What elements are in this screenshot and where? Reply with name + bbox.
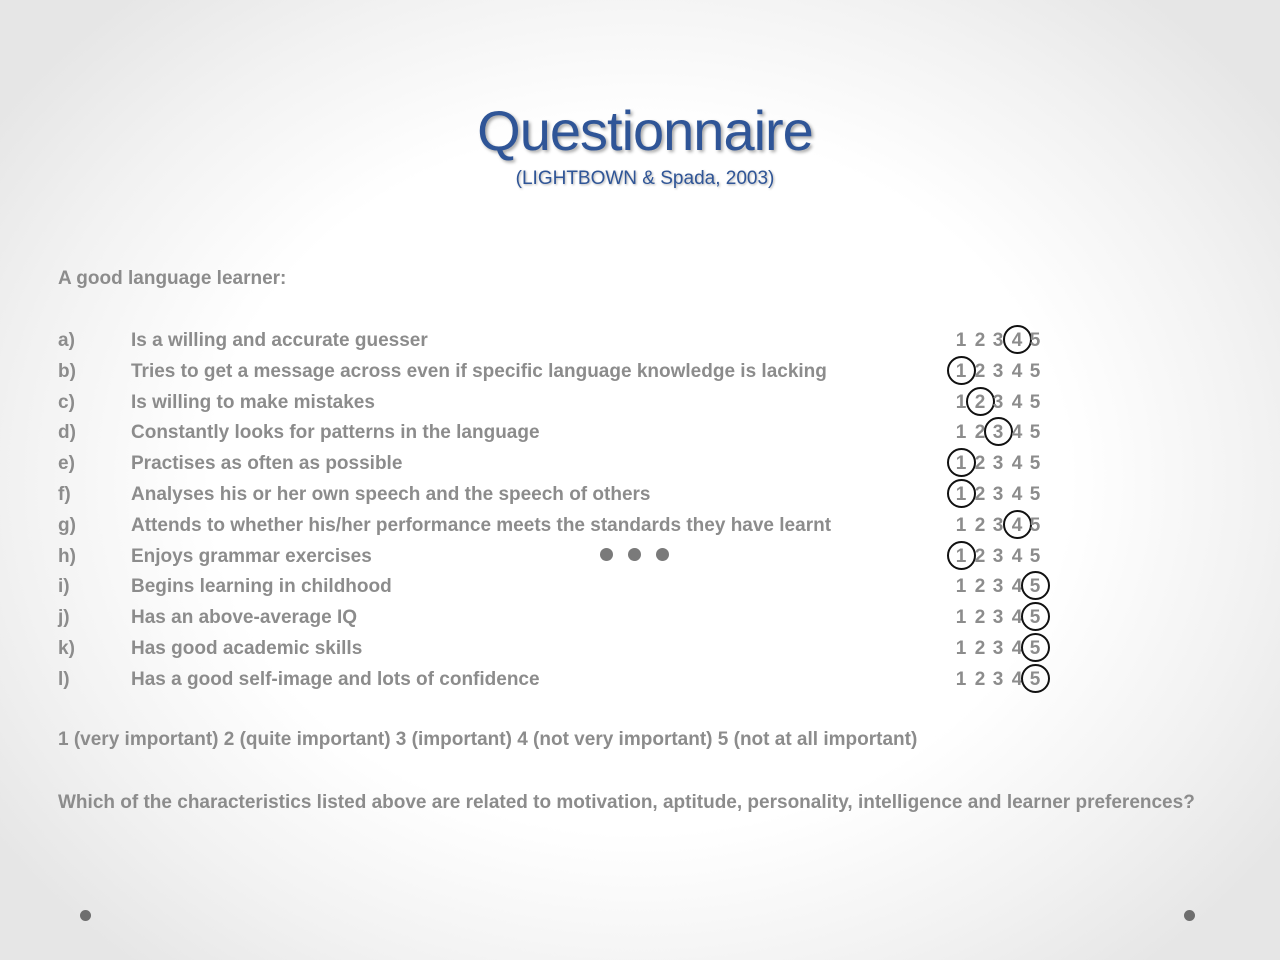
rating-4: 4	[1011, 484, 1023, 505]
rating-2: 2	[974, 607, 986, 629]
rating-1: 1	[955, 576, 967, 598]
rating-circled-5: 5	[1029, 668, 1041, 690]
rating-scale	[955, 546, 1055, 572]
rating-3: 3	[992, 453, 1004, 475]
rating-scale	[955, 576, 1055, 602]
rating-4: 4	[1011, 453, 1023, 475]
list-item	[58, 576, 1058, 607]
list-item	[58, 638, 1058, 669]
rating-3: 3	[992, 607, 1004, 629]
rating-5: 5	[1029, 391, 1041, 413]
list-item	[58, 669, 1058, 700]
list-item	[58, 607, 1058, 638]
rating-2: 2	[974, 514, 986, 536]
item-text: Has an above-average IQ	[131, 607, 357, 629]
scale-legend: 1 (very important) 2 (quite important) 3 (important) 4 (not very important) 5 (not at all important)	[58, 729, 918, 750]
rating-circled-5: 5	[1029, 607, 1041, 629]
rating-5: 5	[1029, 484, 1041, 505]
item-text: Tries to get a message across even if specific language knowledge is lacking	[131, 360, 827, 382]
item-text: Has good academic skills	[131, 638, 363, 659]
rating-1: 1	[955, 422, 967, 444]
item-letter: c)	[58, 391, 75, 413]
rating-scale	[955, 330, 1055, 356]
slide-subtitle: (LIGHTBOWN & Spada, 2003)	[515, 168, 775, 189]
item-text: Is willing to make mistakes	[131, 391, 375, 413]
rating-scale	[955, 484, 1055, 510]
rating-scale	[955, 361, 1055, 387]
list-item	[58, 392, 1058, 423]
rating-scale	[955, 392, 1055, 418]
rating-1: 1	[955, 391, 967, 413]
rating-5: 5	[1029, 453, 1041, 475]
item-letter: h)	[58, 545, 76, 567]
item-text: Analyses his or her own speech and the speech of others	[131, 484, 651, 505]
item-text: Enjoys grammar exercises	[131, 545, 372, 567]
rating-3: 3	[992, 330, 1004, 351]
item-letter: b)	[58, 360, 76, 382]
item-letter: k)	[58, 638, 75, 659]
rating-scale	[955, 515, 1055, 541]
item-text: Is a willing and accurate guesser	[131, 330, 428, 351]
rating-3: 3	[992, 668, 1004, 690]
rating-scale	[955, 607, 1055, 633]
rating-3: 3	[992, 360, 1004, 382]
rating-1: 1	[955, 668, 967, 690]
list-item	[58, 453, 1058, 484]
rating-2: 2	[974, 453, 986, 475]
rating-4: 4	[1011, 360, 1023, 382]
list-item	[58, 546, 1058, 577]
rating-2: 2	[974, 638, 986, 659]
rating-4: 4	[1011, 545, 1023, 567]
list-item	[58, 330, 1058, 361]
rating-5: 5	[1029, 330, 1041, 351]
rating-5: 5	[1029, 422, 1041, 444]
rating-4: 4	[1011, 391, 1023, 413]
rating-2: 2	[974, 422, 986, 444]
item-letter: f)	[58, 484, 71, 505]
rating-5: 5	[1029, 360, 1041, 382]
rating-circled-1: 1	[955, 545, 967, 567]
rating-3: 3	[992, 576, 1004, 598]
rating-1: 1	[955, 330, 967, 351]
rating-circled-3: 3	[992, 422, 1004, 444]
rating-4: 4	[1011, 422, 1023, 444]
rating-circled-4: 4	[1011, 514, 1023, 536]
item-text: Begins learning in childhood	[131, 576, 392, 598]
rating-circled-1: 1	[955, 453, 967, 475]
list-item	[58, 361, 1058, 392]
bottom-right-dot	[1184, 910, 1195, 921]
item-letter: l)	[58, 668, 70, 690]
rating-1: 1	[955, 514, 967, 536]
item-text: Constantly looks for patterns in the language	[131, 422, 540, 444]
rating-scale	[955, 638, 1055, 664]
list-item	[58, 484, 1058, 515]
rating-5: 5	[1029, 514, 1041, 536]
rating-2: 2	[974, 576, 986, 598]
rating-circled-5: 5	[1029, 576, 1041, 598]
rating-circled-5: 5	[1029, 638, 1041, 659]
rating-3: 3	[992, 484, 1004, 505]
slide-title: Questionnaire	[477, 99, 813, 162]
rating-circled-2: 2	[974, 391, 986, 413]
intro-text: A good language learner:	[58, 268, 287, 289]
bottom-left-dot	[80, 910, 91, 921]
rating-3: 3	[992, 391, 1004, 413]
rating-3: 3	[992, 545, 1004, 567]
rating-1: 1	[955, 607, 967, 629]
rating-2: 2	[974, 330, 986, 351]
item-letter: i)	[58, 576, 70, 598]
rating-scale	[955, 422, 1055, 448]
rating-circled-4: 4	[1011, 330, 1023, 351]
rating-4: 4	[1011, 607, 1023, 629]
rating-scale	[955, 669, 1055, 695]
rating-4: 4	[1011, 638, 1023, 659]
rating-2: 2	[974, 484, 986, 505]
rating-circled-1: 1	[955, 360, 967, 382]
list-item	[58, 515, 1058, 546]
item-text: Practises as often as possible	[131, 453, 403, 475]
item-text: Has a good self-image and lots of confidence	[131, 668, 540, 690]
rating-3: 3	[992, 514, 1004, 536]
item-letter: d)	[58, 422, 76, 444]
item-letter: a)	[58, 330, 75, 351]
rating-2: 2	[974, 668, 986, 690]
item-letter: g)	[58, 514, 76, 536]
item-letter: e)	[58, 453, 75, 475]
item-text: Attends to whether his/her performance meets the standards they have learnt	[131, 514, 832, 536]
rating-4: 4	[1011, 668, 1023, 690]
rating-2: 2	[974, 360, 986, 382]
discussion-question: Which of the characteristics listed above are related to motivation, aptitude, personality, intelligence and learner preferences?	[58, 792, 1195, 813]
rating-5: 5	[1029, 545, 1041, 567]
rating-4: 4	[1011, 576, 1023, 598]
list-item	[58, 422, 1058, 453]
rating-scale	[955, 453, 1055, 479]
rating-circled-1: 1	[955, 484, 967, 505]
item-letter: j)	[58, 607, 70, 629]
rating-1: 1	[955, 638, 967, 659]
ellipsis-dots	[600, 548, 676, 562]
rating-2: 2	[974, 545, 986, 567]
rating-3: 3	[992, 638, 1004, 659]
